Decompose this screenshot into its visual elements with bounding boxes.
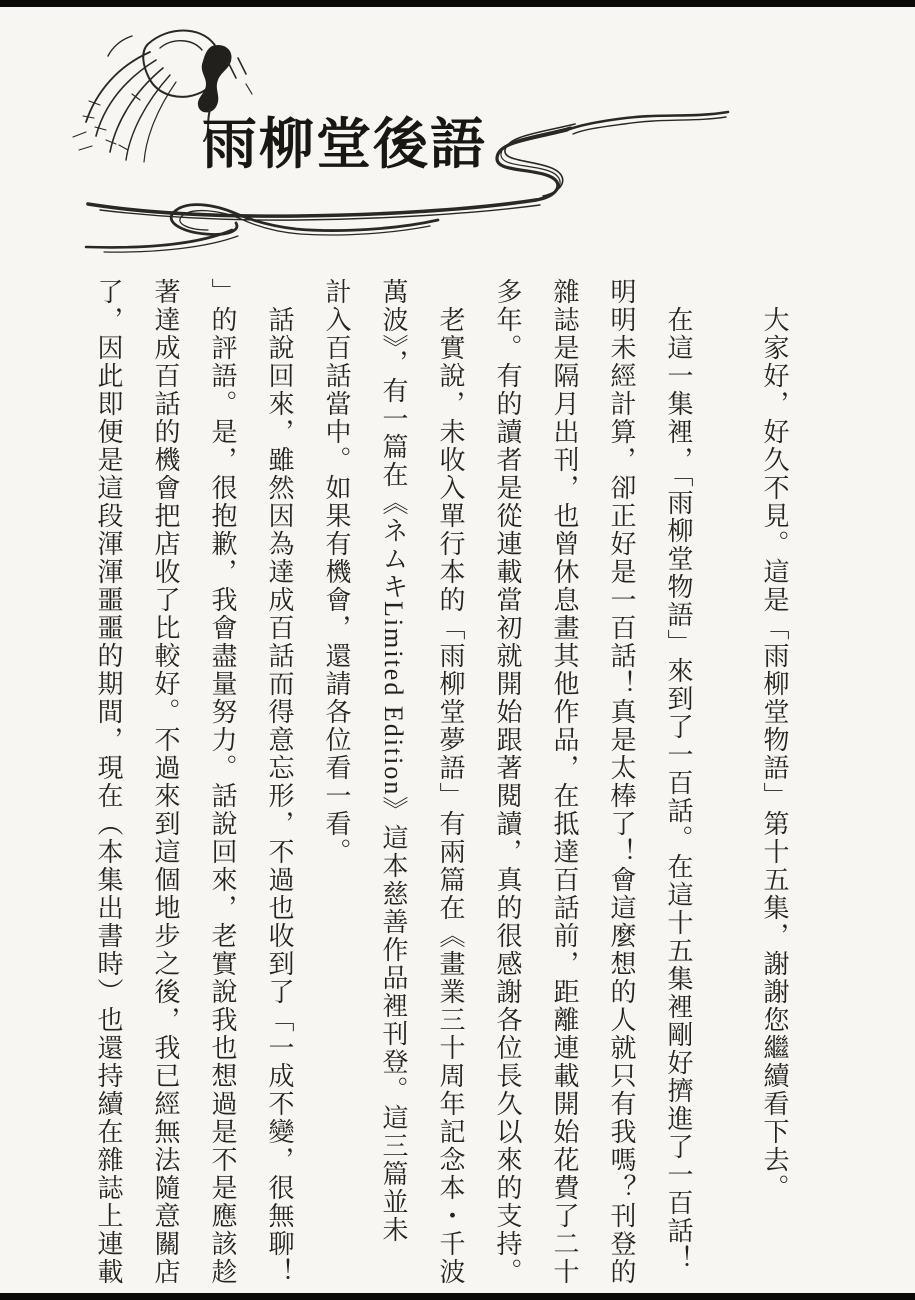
text-column: 了，因此即便是這段渾渾噩噩的期間，現在（本集出書時）也還持續在雜誌上連載 [94,278,123,1286]
text-column: 」的評語。是，很抱歉，我會盡量努力。話說回來，老實說我也想過是不是應該趁 [208,278,237,1286]
text-column: 大家好，好久不見。這是「雨柳堂物語」第十五集，謝謝您繼續看下去。 [760,306,789,1202]
text-column: 雜誌是隔月出刊，也曾休息畫其他作品，在抵達百話前，距離連載開始花費了二十 [550,278,579,1286]
text-column: 話說回來，雖然因為達成百話而得意忘形，不過也收到了「一成不變，很無聊！ [265,306,294,1286]
page-title: 雨柳堂後語 [202,114,488,175]
text-column: 在這一集裡，「雨柳堂物語」來到了一百話。在這十五集裡剛好擠進了一百話！ [664,306,693,1273]
header [0,0,915,270]
scan-edge-bottom [0,1293,915,1300]
afterword-text-block [70,278,793,1294]
text-column: 多年。有的讀者是從連載當初就開始跟著閱讀，真的很感謝各位長久以來的支持。 [493,278,522,1286]
text-column: 計入百話當中。如果有機會，還請各位看一看。 [322,278,351,866]
text-column: 著達成百話的機會把店收了比較好。不過來到這個地步之後，我已經無法隨意關店 [151,278,180,1286]
text-column: 明明未經計算，卻正好是一百話！真是太棒了！會這麼想的人就只有我嗎？刊登的 [607,278,636,1286]
text-column: 老實說，未收入單行本的「雨柳堂夢語」有兩篇在《畫業三十周年記念本・千波 [436,306,465,1286]
text-column: 萬波》，有一篇在《ネムキLimited Edition》這本慈善作品裡刊登。這三篇並未 [379,278,408,1245]
